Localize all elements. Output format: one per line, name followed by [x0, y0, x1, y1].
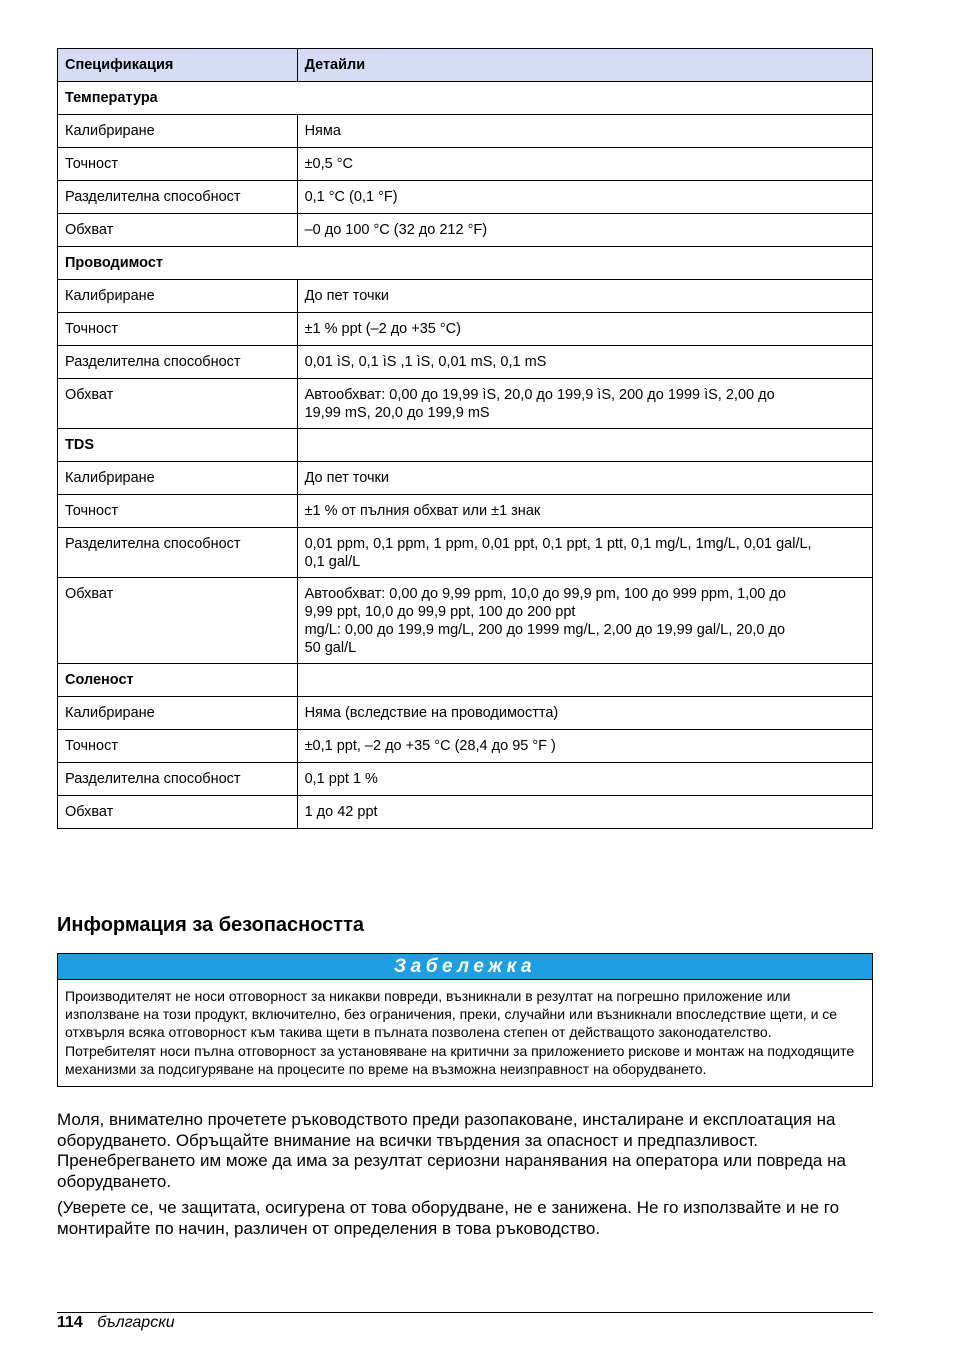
- details-line: ±0,1 ppt, –2 до +35 °C (28,4 до 95 °F ): [304, 738, 556, 754]
- details-cell: [297, 214, 872, 247]
- section-title: Проводимост: [58, 247, 873, 280]
- details-line: 0,1 ppt 1 %: [304, 771, 378, 787]
- table-row: [58, 730, 873, 763]
- spec-cell: Обхват: [58, 578, 298, 664]
- table-row: [58, 313, 873, 346]
- table-body: [58, 82, 873, 829]
- table-section-row: [58, 82, 873, 115]
- details-line: 0,01 ppm, 0,1 ppm, 1 ppm, 0,01 ppt, 0,1 ppt, 1 ptt, 0,1 mg/L, 1mg/L, 0,01 gal/L,: [304, 536, 812, 552]
- notice-text: Производителят не носи отговорност за никакви повреди, възникнали в резултат на погрешно приложение или използване на този продукт, включително, без ограничения, преки, случайни или възникнали впоследствие щети, и се отхвърля всяка отговорност към такива щети в пълната позволена степен от действащото законодателство. Потребителят носи пълна отговорност за установяване на критични за приложението рискове и монтаж на подходящите механизми за подсигуряване на процесите по време на възможна неизправност на оборудването.: [65, 988, 855, 1077]
- spec-cell: Калибриране: [58, 697, 298, 730]
- details-line: 0,1 °C (0,1 °F): [304, 189, 398, 205]
- table-row: [58, 280, 873, 313]
- spec-cell: Разделителна способност: [58, 763, 298, 796]
- spec-cell: Точност: [58, 313, 298, 346]
- details-cell: [297, 115, 872, 148]
- spec-cell: Калибриране: [58, 462, 298, 495]
- details-cell: [297, 763, 872, 796]
- table-header-row: [58, 49, 873, 82]
- details-line: 1 до 42 ppt: [304, 804, 378, 820]
- page-footer: [57, 1313, 175, 1333]
- table-row: [58, 796, 873, 829]
- footer-language: български: [97, 1314, 175, 1331]
- table-section-row: [58, 664, 873, 697]
- spec-cell: Разделителна способност: [58, 181, 298, 214]
- table-row: [58, 578, 873, 664]
- table-row: [58, 214, 873, 247]
- spec-cell: Разделителна способност: [58, 528, 298, 578]
- details-cell: [297, 280, 872, 313]
- details-line: mg/L: 0,00 до 199,9 mg/L, 200 до 1999 mg/L, 2,00 до 19,99 gal/L, 20,0 до: [304, 622, 786, 638]
- safety-paragraph-1: Моля, внимателно прочетете ръководството преди разопаковане, инсталиране и експлоатация на оборудването. Обръщайте внимание на всички твърдения за опасност и предпазливост. Пренебрегването им може да има за резултат сериозни наранявания на оператора или повреда на оборудването.: [57, 1110, 846, 1191]
- details-line: ±1 % ppt (–2 до +35 °C): [304, 321, 461, 337]
- table-row: [58, 181, 873, 214]
- details-line: Няма (вследствие на проводимостта): [304, 705, 559, 721]
- table-row: [58, 379, 873, 429]
- specifications-table: [57, 48, 873, 829]
- table-row: [58, 346, 873, 379]
- details-line: 0,1 gal/L: [304, 554, 361, 570]
- details-line: ±0,5 °C: [304, 156, 353, 172]
- footer-divider: [57, 1312, 873, 1313]
- details-line: Автообхват: 0,00 до 9,99 ppm, 10,0 до 99,9 pm, 100 до 999 ppm, 1,00 до: [304, 586, 786, 602]
- spec-cell: Обхват: [58, 379, 298, 429]
- details-line: 0,01 ìS, 0,1 ìS ,1 ìS, 0,01 mS, 0,1 mS: [304, 354, 547, 370]
- details-line: 19,99 mS, 20,0 до 199,9 mS: [304, 405, 490, 421]
- details-cell: [297, 313, 872, 346]
- table-row: [58, 495, 873, 528]
- safety-section-title: Информация за безопасността: [57, 914, 365, 936]
- section-empty-cell: [297, 429, 872, 462]
- details-cell: [297, 181, 872, 214]
- page-number: 114: [57, 1314, 83, 1331]
- details-cell: [297, 148, 872, 181]
- header-details: Детайли: [297, 49, 872, 82]
- section-title: Температура: [58, 82, 873, 115]
- notice-label: Забележка: [58, 954, 872, 980]
- details-line: Няма: [304, 123, 341, 139]
- spec-cell: Калибриране: [58, 115, 298, 148]
- details-cell: [297, 730, 872, 763]
- table-section-row: [58, 429, 873, 462]
- section-empty-cell: [297, 664, 872, 697]
- table-row: [58, 462, 873, 495]
- header-spec: Спецификация: [58, 49, 298, 82]
- spec-cell: Калибриране: [58, 280, 298, 313]
- details-cell: [297, 528, 872, 578]
- safety-paragraph-2: (Уверете се, че защитата, осигурена от това оборудване, не е занижена. Не го използвайте и не го монтирайте по начин, различен от определения в това ръководство.: [57, 1198, 840, 1238]
- details-line: 9,99 ppt, 10,0 до 99,9 ppt, 100 до 200 ppt: [304, 604, 576, 620]
- details-cell: [297, 697, 872, 730]
- table-row: [58, 697, 873, 730]
- details-line: ±1 % от пълния обхват или ±1 знак: [304, 503, 541, 519]
- details-cell: [297, 346, 872, 379]
- spec-cell: Точност: [58, 730, 298, 763]
- notice-box: [57, 953, 873, 1087]
- details-cell: [297, 796, 872, 829]
- spec-cell: Разделителна способност: [58, 346, 298, 379]
- section-title: TDS: [58, 429, 298, 462]
- table-section-row: [58, 247, 873, 280]
- details-line: До пет точки: [304, 288, 389, 304]
- details-line: 50 gal/L: [304, 640, 357, 656]
- spec-cell: Точност: [58, 495, 298, 528]
- table-row: [58, 528, 873, 578]
- table-row: [58, 115, 873, 148]
- details-line: –0 до 100 °C (32 до 212 °F): [304, 222, 488, 238]
- spec-cell: Обхват: [58, 214, 298, 247]
- details-cell: [297, 379, 872, 429]
- spec-cell: Обхват: [58, 796, 298, 829]
- spec-cell: Точност: [58, 148, 298, 181]
- details-cell: [297, 578, 872, 664]
- table-row: [58, 148, 873, 181]
- table-row: [58, 763, 873, 796]
- details-cell: [297, 495, 872, 528]
- details-line: До пет точки: [304, 470, 389, 486]
- section-title: Соленост: [58, 664, 298, 697]
- details-line: Автообхват: 0,00 до 19,99 ìS, 20,0 до 199,9 ìS, 200 до 1999 ìS, 2,00 до: [304, 387, 775, 403]
- details-cell: [297, 462, 872, 495]
